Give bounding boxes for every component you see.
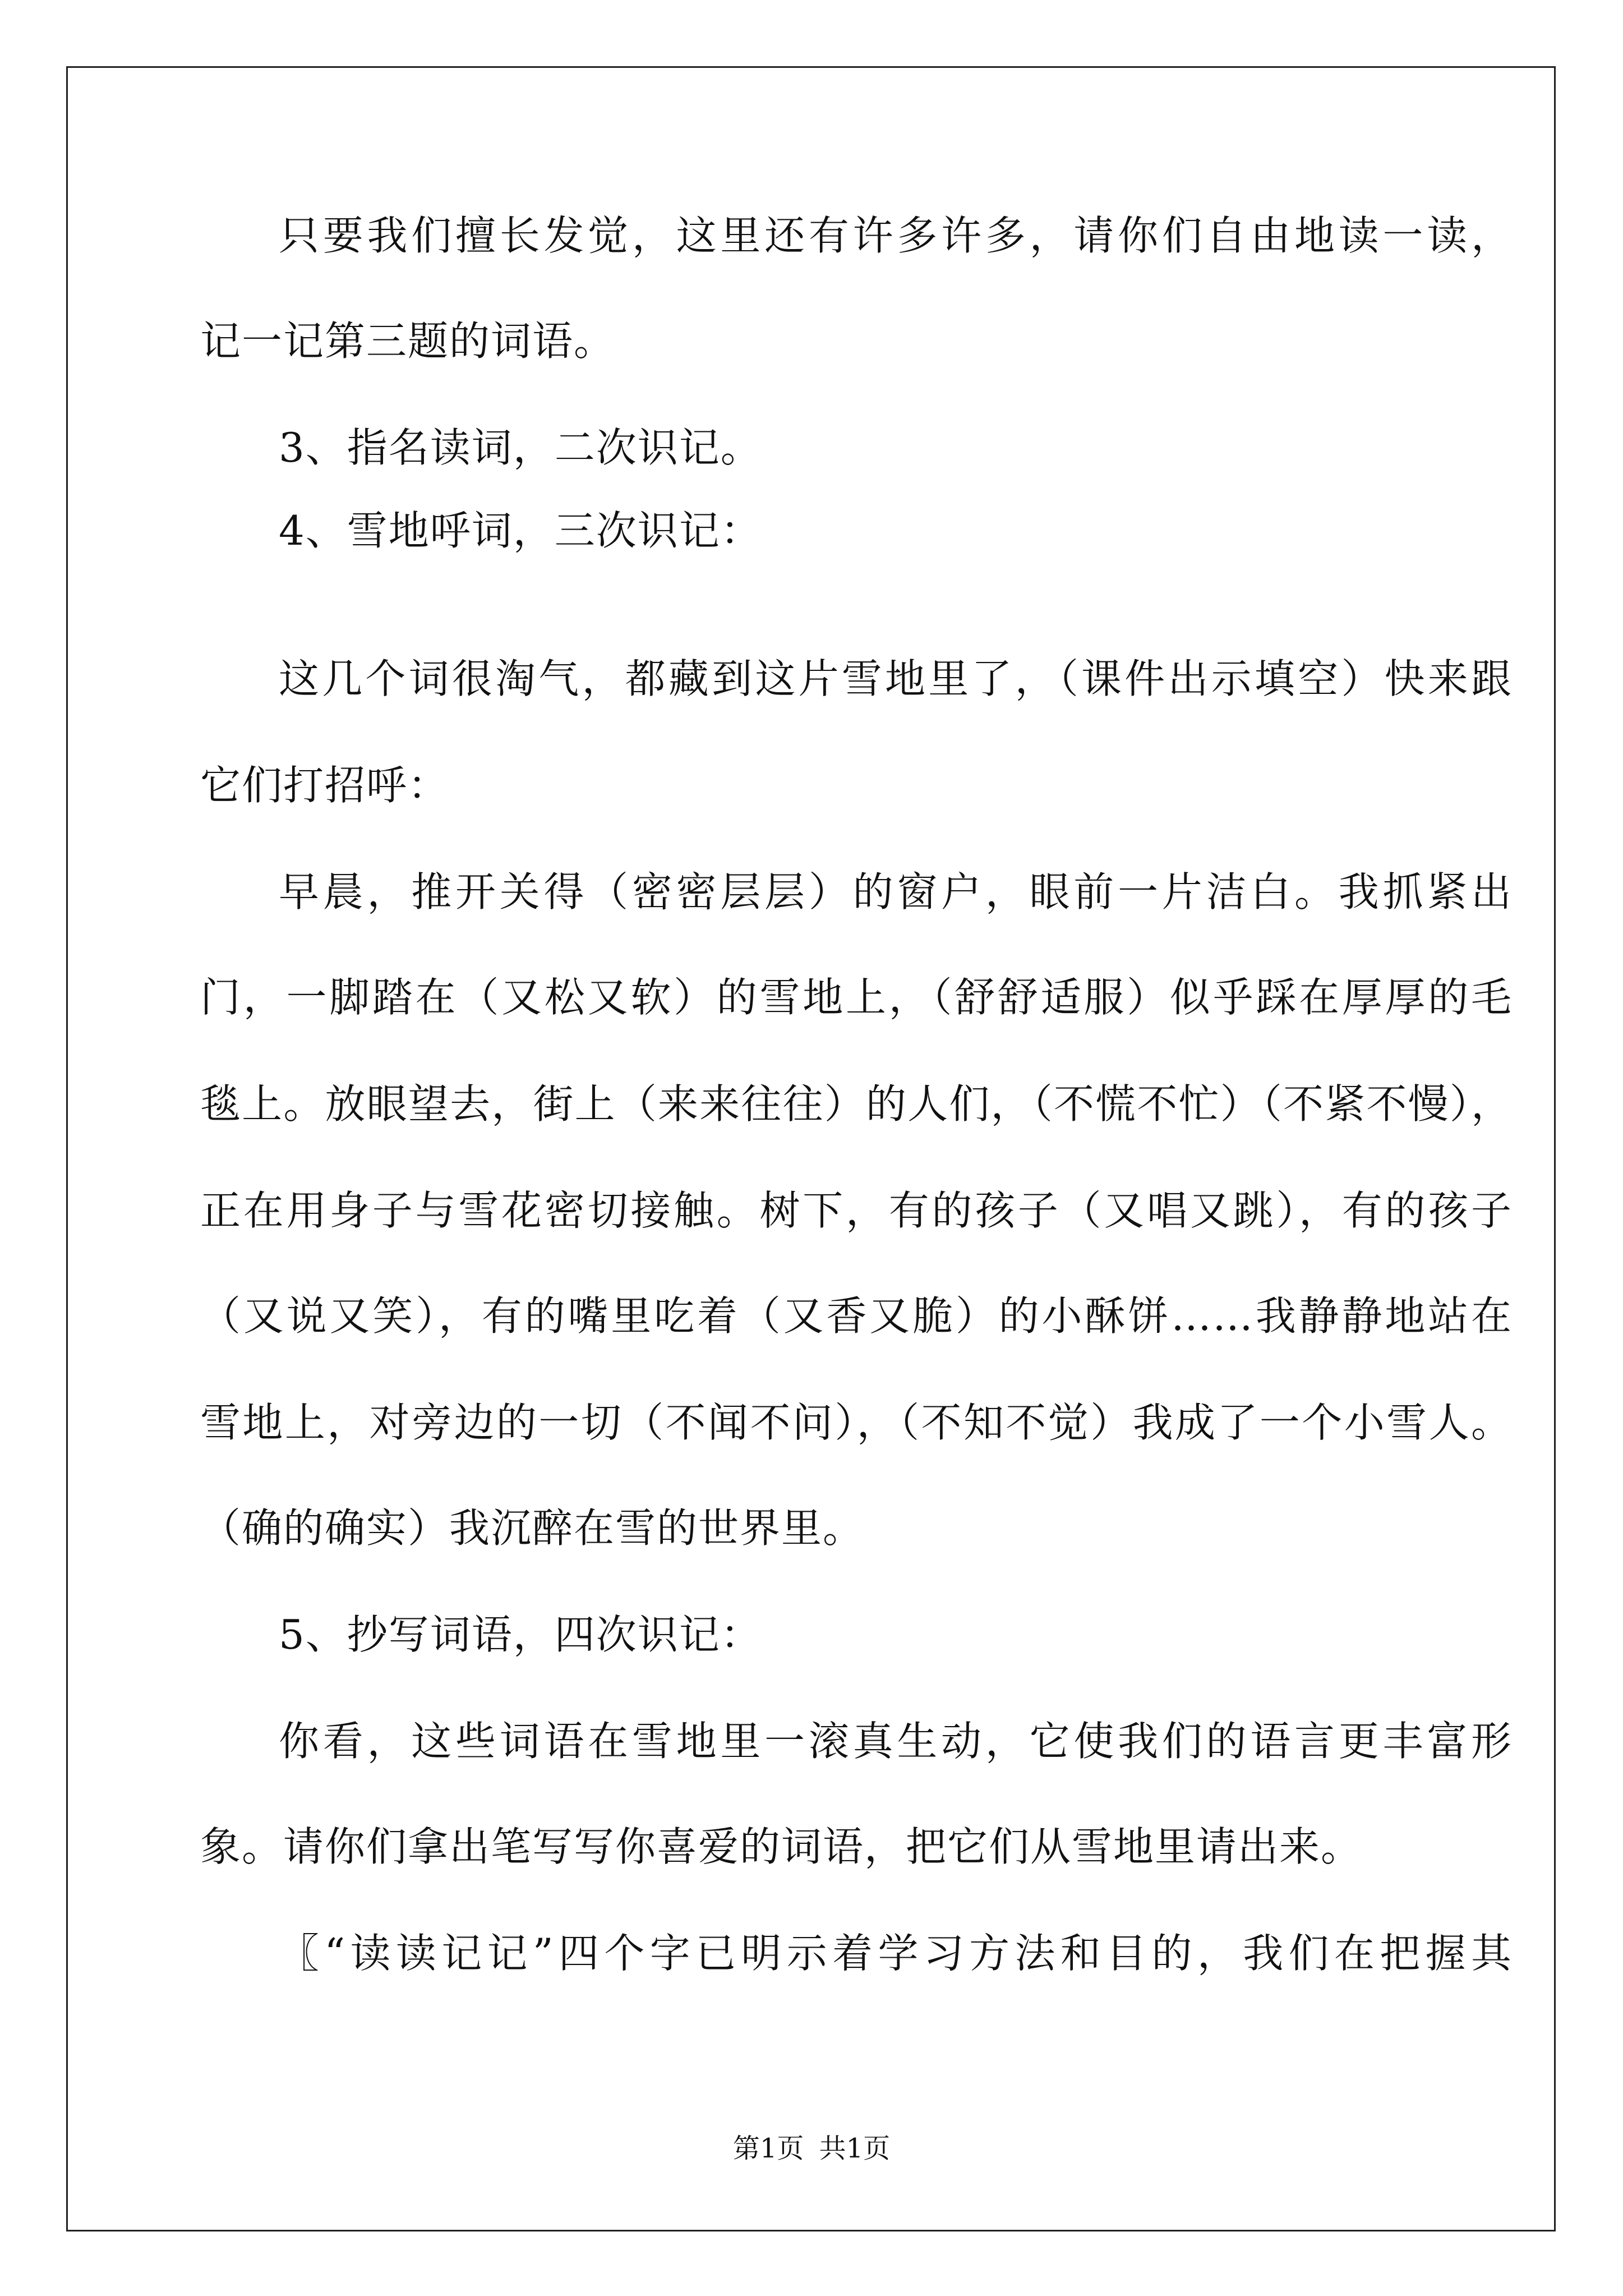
text-line: （又说又笑），有的嘴里吃着（又香又脆）的小酥饼……我静静地站在 — [200, 1292, 1513, 1340]
page-total: 共1页 — [819, 2133, 891, 2164]
text-line: 〖“读读记记”四个字已明示着学习方法和目的，我们在把握其 — [279, 1930, 1513, 1977]
page-footer — [0, 2132, 1623, 2165]
text-line: 正在用身子与雪花密切接触。树下，有的孩子（又唱又跳），有的孩子 — [200, 1187, 1513, 1234]
text-line: 只要我们擅长发觉，这里还有许多许多，请你们自由地读一读， — [279, 212, 1513, 259]
text-line: （确的确实）我沉醉在雪的世界里。 — [200, 1504, 865, 1552]
text-line: 门，一脚踏在（又松又软）的雪地上，（舒舒适服）似乎踩在厚厚的毛 — [200, 974, 1513, 1021]
text-line: 记一记第三题的词语。 — [200, 318, 616, 365]
text-line: 毯上。放眼望去，街上（来来往往）的人们，（不慌不忙）（不紧不慢）， — [200, 1080, 1513, 1128]
text-line: 雪地上，对旁边的一切（不闻不问），（不知不觉）我成了一个小雪人。 — [200, 1399, 1513, 1446]
text-line: 3、指名读词，二次识记。 — [279, 424, 762, 471]
text-line: 你看，这些词语在雪地里一滚真生动，它使我们的语言更丰富形 — [279, 1718, 1513, 1765]
text-line: 5、抄写词语，四次识记： — [279, 1611, 762, 1658]
page-number: 第1页 — [732, 2133, 804, 2164]
text-line: 它们打招呼： — [200, 762, 450, 809]
page-border — [66, 66, 1556, 2231]
text-line: 4、雪地呼词，三次识记： — [279, 507, 762, 554]
text-line: 这几个词很淘气，都藏到这片雪地里了，（课件出示填空）快来跟 — [279, 655, 1513, 702]
text-line: 象。请你们拿出笔写写你喜爱的词语，把它们从雪地里请出来。 — [200, 1823, 1363, 1870]
text-line: 早晨，推开关得（密密层层）的窗户，眼前一片洁白。我抓紧出 — [279, 868, 1513, 915]
